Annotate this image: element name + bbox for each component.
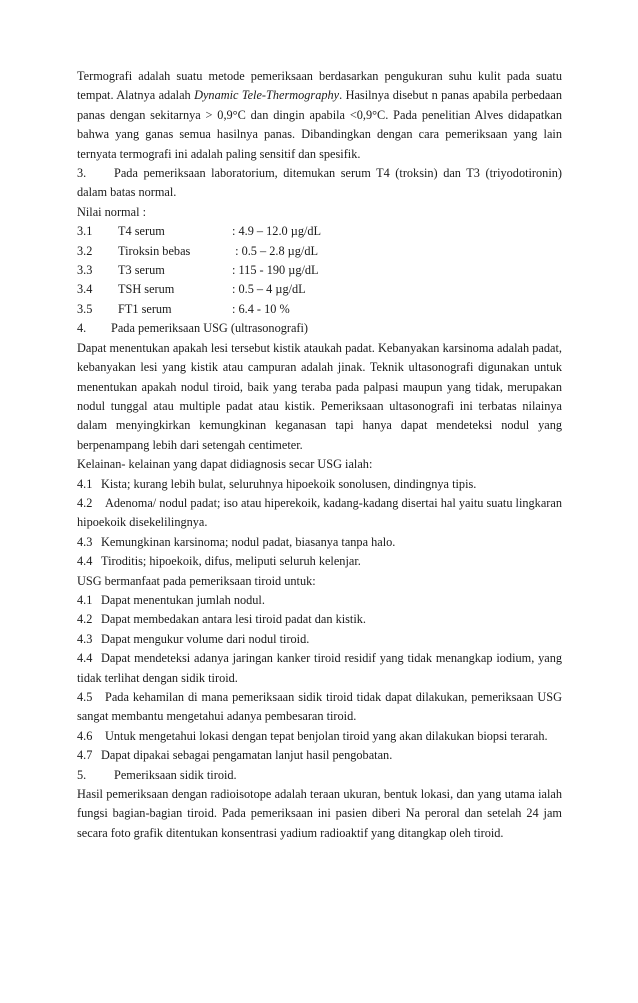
normal-values-label: Nilai normal : [77,204,146,219]
item-number: 4.6 [77,728,93,743]
paragraph-text: . Hasilnya disebut n panas apabila perbedaan panas dengan sekitarnya > 0,9°C dan dingin apabila <0,9°C. Pada penelitian Alves didapatkan bahwa yang ganas semua hasilnya panas. Dibandingkan dengan cara pemeriksaan yang lain ternyata termografi ini adalah paling sensitif dan spesifik. [77,88,562,161]
list-item [77,494,562,533]
section-5-text: Hasil pemeriksaan dengan radioisotope adalah teraan ukuran, bentuk lokasi, dan yang utama ialah fungsi bagian-bagian tiroid. Pada pemeriksaan ini pasien diberi Na peroral dan setelah 24 jam secara foto grafik ditentukan konsentrasi yadium radioaktif yang ditangkap oleh tiroid. [77,787,562,840]
list-item [77,746,562,765]
lab-value: : 115 - 190 µg/dL [232,263,319,278]
lab-value: : 4.9 – 12.0 µg/dL [232,224,322,239]
list-item [77,591,562,610]
section-3-heading [77,164,562,203]
section-title: Pada pemeriksaan USG (ultrasonografi) [111,321,309,336]
item-number: 4.1 [77,592,93,607]
list-item [77,649,562,688]
benefit-heading: USG bermanfaat pada pemeriksaan tiroid untuk: [77,573,316,588]
list-item [77,610,562,629]
item-text: Dapat mendeteksi adanya jaringan kanker tiroid residif yang tidak menangkap iodium, yang tidak terlihat dengan sidik tiroid. [77,651,562,685]
item-text: Tiroditis; hipoekoik, difus, meliputi seluruh kelenjar. [101,554,361,569]
item-number: 4.7 [77,748,93,763]
item-number: 4.1 [77,476,93,491]
section-5-heading [77,766,562,785]
paragraph-termografi [77,67,562,164]
item-number: 4.5 [77,690,93,704]
section-number: 4. [77,321,87,336]
lab-name: TSH serum [118,282,175,297]
item-text: Dapat mengukur volume dari nodul tiroid. [101,631,310,646]
item-text: Dapat menentukan jumlah nodul. [101,592,265,607]
lab-number: 3.4 [77,282,93,297]
lab-number: 3.2 [77,243,93,258]
lab-value: : 0.5 – 4 µg/dL [232,282,306,297]
lab-name: FT1 serum [118,301,172,316]
lab-name: T4 serum [118,224,165,239]
item-text: Dapat dipakai sebagai pengamatan lanjut hasil pengobatan. [101,748,393,763]
item-number: 4.3 [77,534,93,549]
lab-name: Tiroksin bebas [118,243,191,258]
section-number: 3. [77,166,87,181]
item-number: 4.2 [77,495,93,510]
section-4-heading [77,319,562,338]
item-text: Adenoma/ nodul padat; iso atau hiperekoik, kadang-kadang disertai hal yaitu suatu lingkaran hipoekoik disekelilingnya. [77,495,562,530]
lab-number: 3.3 [77,263,93,278]
lab-row [77,280,562,299]
lab-row [77,242,562,261]
item-text: Kemungkinan karsinoma; nodul padat, biasanya tanpa halo. [101,534,396,549]
paragraph-text: Termografi adalah suatu metode pemeriksaan berdasarkan pengukuran suhu kulit pada suatu tempat. Alatnya adalah [77,69,562,103]
list-item [77,552,562,571]
list-item [77,688,562,727]
lab-row [77,300,562,319]
item-text: Untuk mengetahui lokasi dengan tepat benjolan tiroid yang akan dilakukan biopsi terarah. [105,728,548,743]
section-text: Pada pemeriksaan laboratorium, ditemukan serum T4 (troksin) dan T3 (triyodotironin) dalam batas normal. [77,166,562,200]
item-text: Dapat membedakan antara lesi tiroid padat dan kistik. [101,612,366,627]
diagnosis-heading: Kelainan- kelainan yang dapat didiagnosis secar USG ialah: [77,457,373,472]
item-number: 4.4 [77,651,93,666]
item-number: 4.3 [77,631,93,646]
lab-name: T3 serum [118,263,165,278]
section-number: 5. [77,767,87,782]
section-4-intro: Dapat menentukan apakah lesi tersebut kistik ataukah padat. Kebanyakan karsinoma adalah padat, kebanyakan lesi yang kistik atau campuran adalah jinak. Teknik ultasonografi digunakan untuk menentukan apakah nodul tiroid, baik yang teraba pada palpasi maupun yang tidak, merupakan nodul tunggal atau multiple padat atau kistik. Pemeriksaan ultasonografi ini terbatas nilainya dalam menyingkirkan kemungkinan keganasan tapi hanya dapat mendeteksi nodul yang berpenampang lebih dari setengah centimeter. [77,340,562,452]
lab-value: : 6.4 - 10 % [232,301,290,316]
item-text: Kista; kurang lebih bulat, seluruhnya hipoekoik sonolusen, dindingnya tipis. [101,476,477,491]
item-number: 4.4 [77,554,93,569]
list-item [77,475,562,494]
list-item [77,533,562,552]
item-text: Pada kehamilan di mana pemeriksaan sidik tiroid tidak dapat dilakukan, pemeriksaan USG sangat membantu mengetahui adanya pembesaran tiroid. [77,690,562,724]
list-item [77,630,562,649]
lab-number: 3.5 [77,301,93,316]
lab-values-list [77,222,562,319]
lab-row [77,261,562,280]
lab-row [77,222,562,241]
item-number: 4.2 [77,612,93,627]
section-title: Pemeriksaan sidik tiroid. [114,767,237,782]
italic-term: Dynamic Tele-Thermography [194,88,340,103]
lab-value: : 0.5 – 2.8 µg/dL [232,243,318,258]
list-item [77,727,562,746]
lab-number: 3.1 [77,224,93,239]
